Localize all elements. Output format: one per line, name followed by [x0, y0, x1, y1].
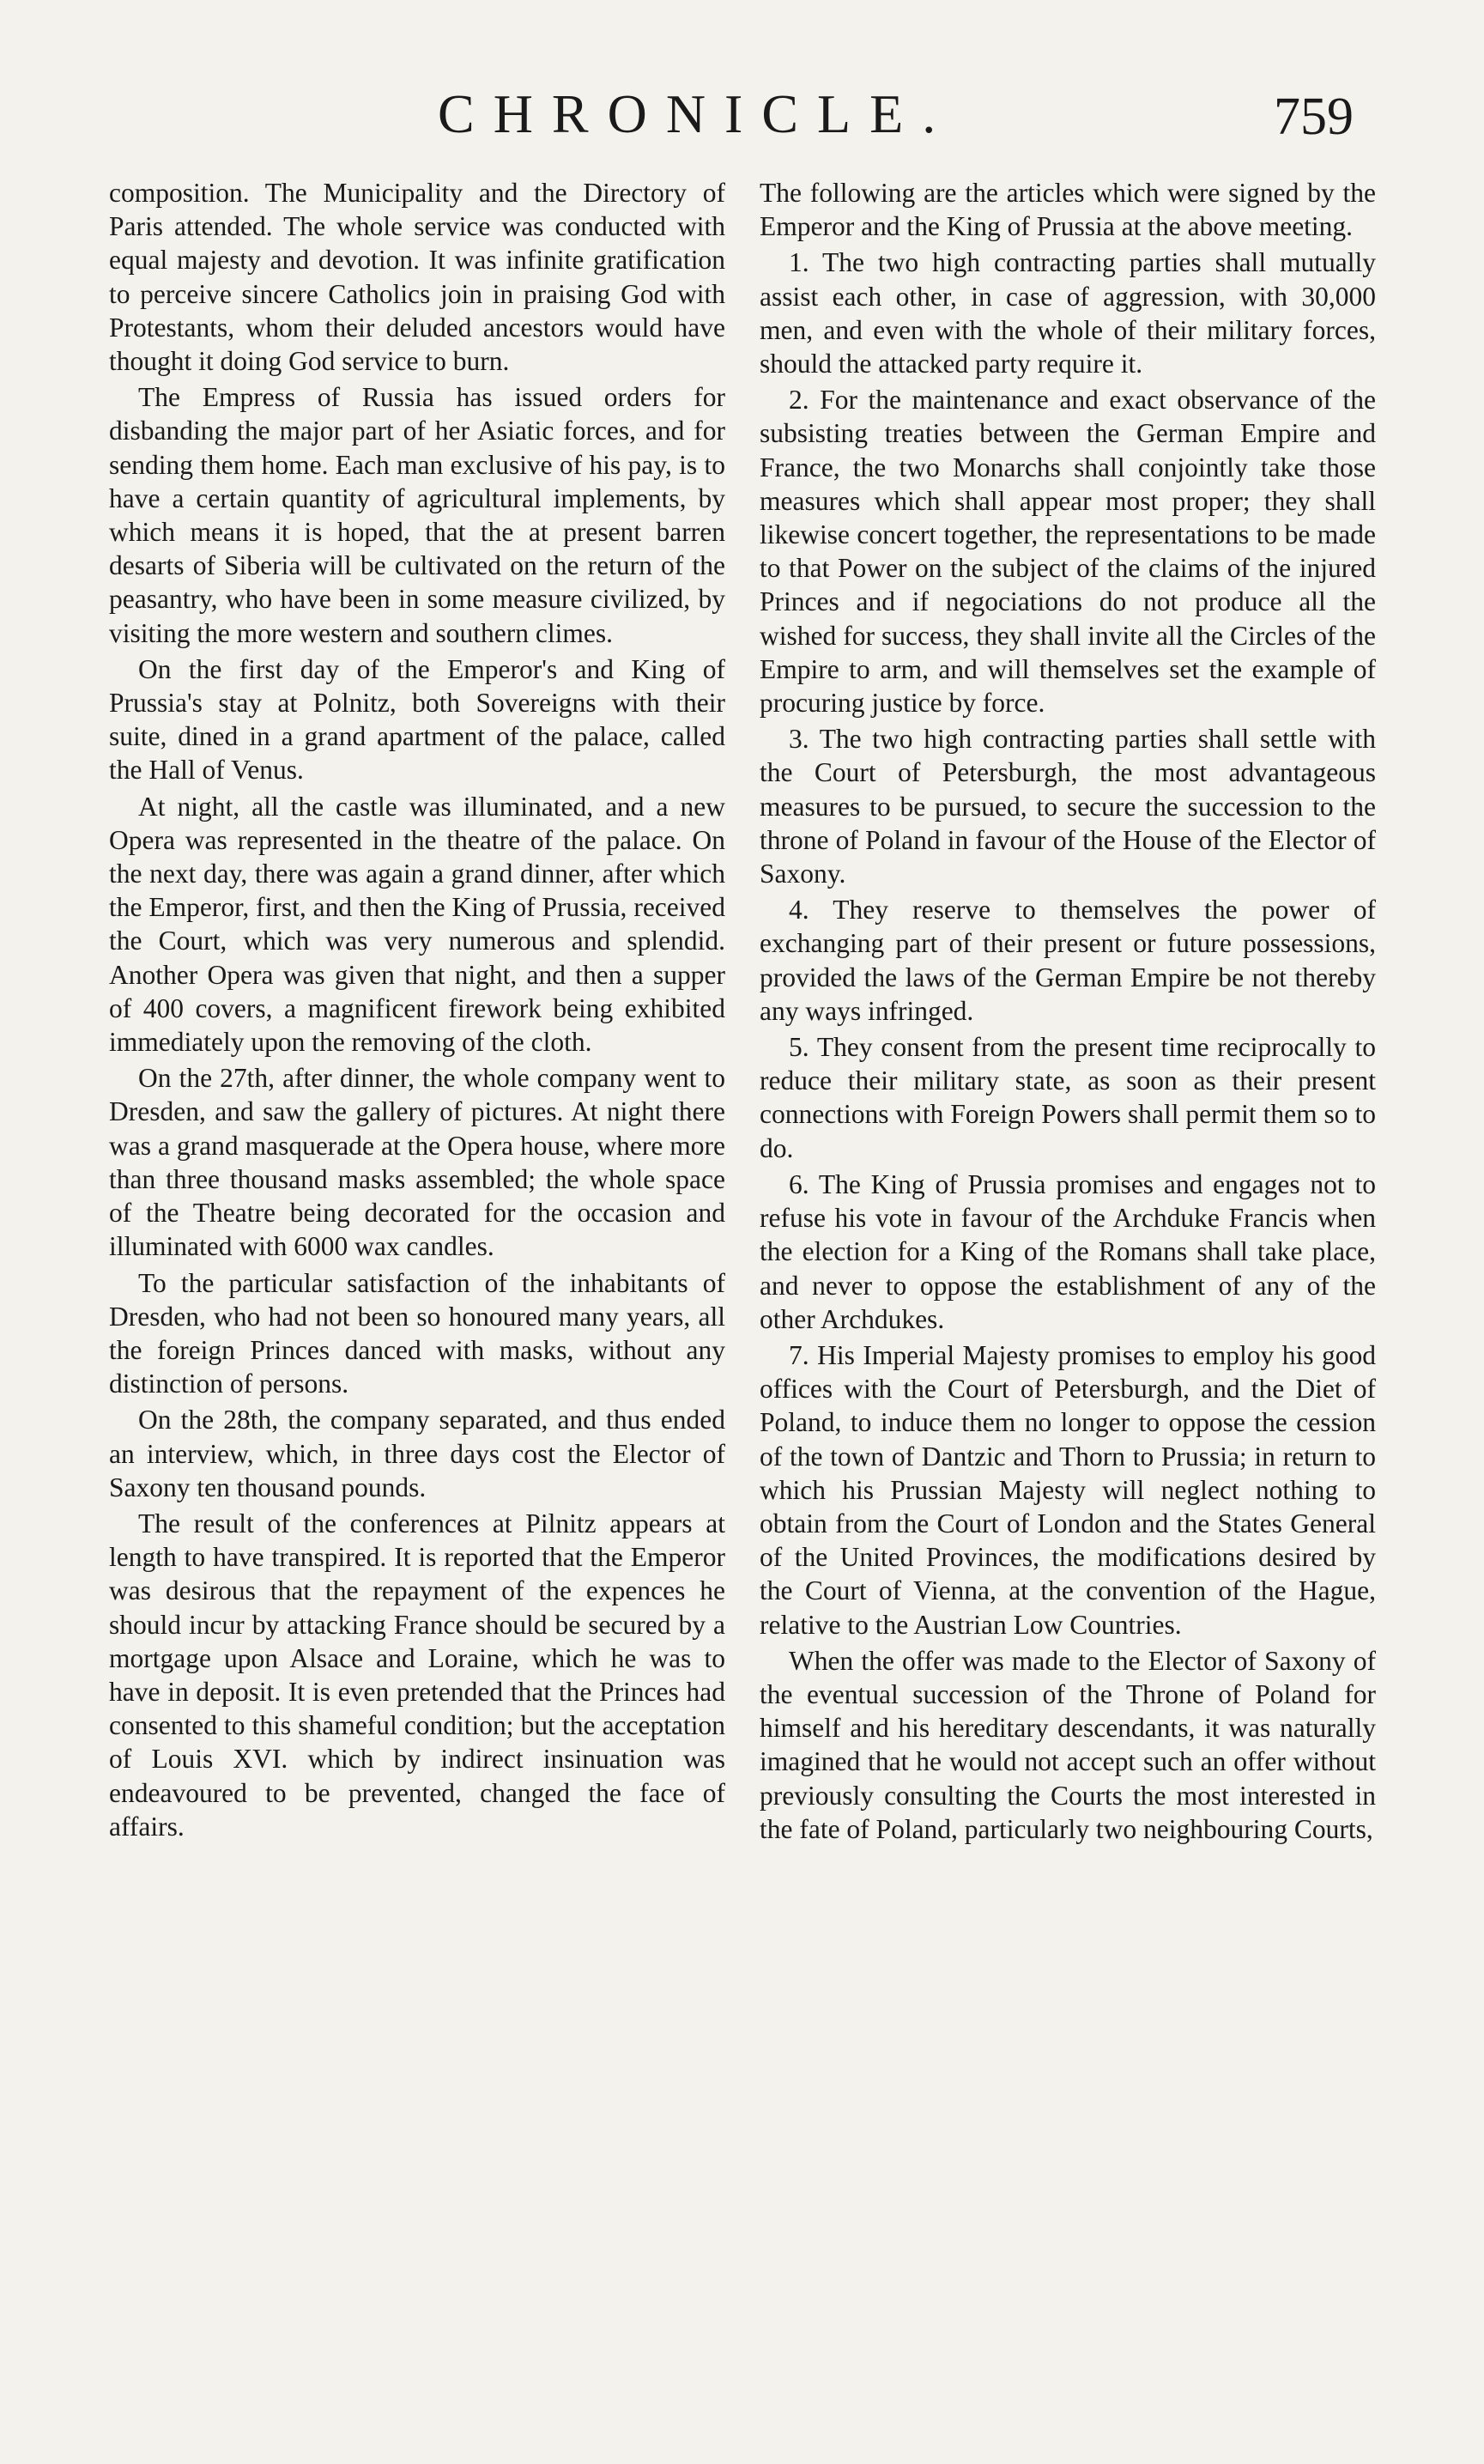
- paragraph: On the first day of the Emperor's and King of Prussia's stay at Polnitz, both Sovereigns with their suite, dined in a grand apartment of the palace, called the Hall of Venus.: [109, 653, 725, 786]
- paragraph: 7. His Imperial Majesty promises to employ his good offices with the Court of Petersburgh, and the Diet of Poland, to induce them no longer to oppose the cession of the town of Dantzic and Thorn to Prussia; in return to which his Prussian Majesty will neglect nothing to obtain from the Court of London and the States General of the United Provinces, the modifications desired by the Court of Vienna, at the convention of the Hague, relative to the Austrian Low Countries.: [760, 1339, 1376, 1640]
- paragraph: 6. The King of Prussia promises and engages not to refuse his vote in favour of the Archduke Francis when the election for a King of the Romans shall take place, and never to oppose the establishment of any of the other Archdukes.: [760, 1168, 1376, 1334]
- paragraph: On the 28th, the company separated, and thus ended an interview, which, in three days cost the Elector of Saxony ten thousand pounds.: [109, 1405, 725, 1502]
- running-title: CHRONICLE.: [438, 83, 955, 144]
- left-column: [109, 176, 725, 2408]
- paragraph: 3. The two high contracting parties shall settle with the Court of Petersburgh, the most advantageous measures to be pursued, to secure the succession to the throne of Poland in favour of the House of the Elector of Saxony.: [760, 724, 1376, 889]
- paragraph: 2. For the maintenance and exact observance of the subsisting treaties between the German Empire and France, the two Monarchs shall conjointly take those measures which shall appear most proper; they shall likewise concert together, the representations to be made to that Power on the subject of the claims of the injured Princes and if negociations do not produce all the wished for success, they shall invite all the Circles of the Empire to arm, and will themselves set the example of procuring justice by force.: [760, 385, 1376, 719]
- paragraph: When the offer was made to the Elector of Saxony of the eventual succession of the Throne of Poland for himself and his hereditary descendants, it was naturally imagined that he would not accept such an offer without previously consulting the Courts the most interested in the fate of Poland, particularly two neighbouring Courts,: [760, 1645, 1376, 1844]
- paragraph: On the 27th, after dinner, the whole company went to Dresden, and saw the gallery of pictures. At night there was a grand masquerade at the Opera house, where more than three thousand masks assembled; the whole space of the Theatre being decorated for the occasion and illuminated with 6000 wax candles.: [109, 1063, 725, 1262]
- right-column: [760, 176, 1376, 2408]
- paragraph: 5. They consent from the present time reciprocally to reduce their military state, as soon as their present connections with Foreign Powers shall permit them so to do.: [760, 1032, 1376, 1163]
- paragraph: To the particular satisfaction of the inhabitants of Dresden, who had not been so honoured many years, all the foreign Princes danced with masks, without any distinction of persons.: [109, 1267, 725, 1399]
- paragraph: composition. The Municipality and the Directory of Paris attended. The whole service was conducted with equal majesty and devotion. It was infinite gratification to perceive sincere Catholics join in praising God with Protestants, whom their deluded ancestors would have thought it doing God service to burn.: [109, 178, 725, 377]
- page-number: 759: [1274, 88, 1354, 146]
- paragraph: 1. The two high contracting parties shall mutually assist each other, in case of aggression, with 30,000 men, and even with the whole of their military forces, should the attacked party require it.: [760, 247, 1376, 379]
- paragraph: At night, all the castle was illuminated, and a new Opera was represented in the theatre of the palace. On the next day, there was again a grand dinner, after which the Emperor, first, and then the King of Prussia, received the Court, which was very numerous and splendid. Another Opera was given that night, and then a supper of 400 covers, a magnificent firework being exhibited immediately upon the removing of the cloth.: [109, 791, 725, 1058]
- paragraph: The Empress of Russia has issued orders for disbanding the major part of her Asiatic forces, and for sending them home. Each man exclusive of his pay, is to have a certain quantity of agricultural implements, by which means it is hoped, that the at present barren desarts of Siberia will be cultivated on the return of the peasantry, who have been in some measure civilized, by visiting the more western and southern climes.: [109, 382, 725, 648]
- paragraph: The result of the conferences at Pilnitz appears at length to have transpired. It is reported that the Emperor was desirous that the repayment of the expences he should incur by attacking France should be secured by a mortgage upon Alsace and Loraine, which he was to have in deposit. It is even pretended that the Princes had consented to this shameful condition; but the acceptation of Louis XVI. which by indirect insinuation was endeavoured to be prevented, changed the face of affairs.: [109, 1508, 725, 1842]
- page-header: [0, 76, 1484, 153]
- paragraph: 4. They reserve to themselves the power of exchanging part of their present or future possessions, provided the laws of the German Empire be not thereby any ways infringed.: [760, 895, 1376, 1026]
- paragraph: The following are the articles which were signed by the Emperor and the King of Prussia at the above meeting.: [760, 178, 1376, 242]
